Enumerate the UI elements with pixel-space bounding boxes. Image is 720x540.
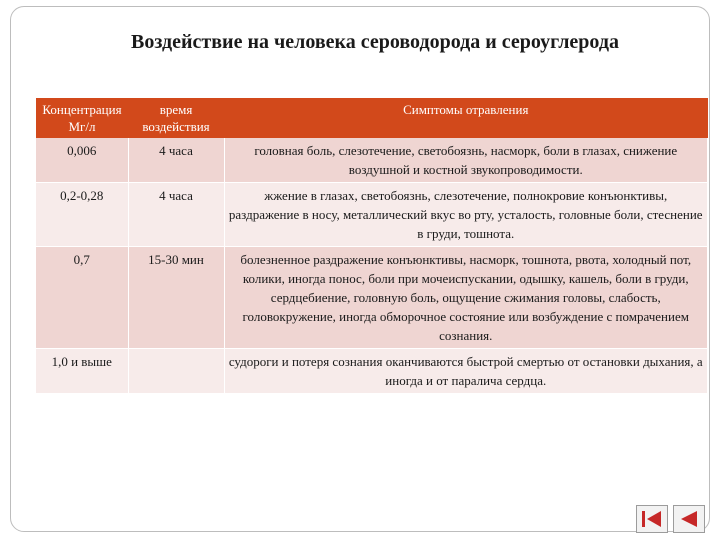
table-row	[36, 138, 708, 183]
cell-symptoms: жжение в глазах, светобоязнь, слезотечение, полнокровие конъюнктивы, раздражение в носу, металлический вкус во рту, усталость, головные боли, стеснение в груди, тошнота.	[224, 183, 708, 247]
first-slide-icon	[637, 506, 667, 532]
cell-concentration: 0,006	[36, 138, 128, 183]
cell-exposure-time: 4 часа	[128, 183, 224, 247]
table-row	[36, 247, 708, 349]
slide-title: Воздействие на человека сероводорода и сероуглерода	[131, 31, 619, 53]
first-slide-button[interactable]	[636, 505, 668, 533]
cell-exposure-time: 4 часа	[128, 138, 224, 183]
cell-exposure-time	[128, 349, 224, 394]
table-header-row	[36, 98, 708, 138]
cell-symptoms: судороги и потеря сознания оканчиваются быстрой смертью от остановки дыхания, а иногда и от паралича сердца.	[224, 349, 708, 394]
cell-concentration: 0,2-0,28	[36, 183, 128, 247]
poisoning-table	[36, 98, 708, 394]
table-row	[36, 183, 708, 247]
cell-concentration: 1,0 и выше	[36, 349, 128, 394]
header-concentration: Концентрация Мг/л	[36, 98, 128, 138]
back-icon	[674, 506, 704, 532]
back-button[interactable]	[673, 505, 705, 533]
header-exposure-time: время воздействия	[128, 98, 224, 138]
cell-concentration: 0,7	[36, 247, 128, 349]
cell-symptoms: болезненное раздражение конъюнктивы, насморк, тошнота, рвота, холодный пот, колики, иногда понос, боли при мочеиспускании, одышку, кашель, боли в груди, сердцебиение, головную боль, ощущение сжимания головы, слабость, головокружение, иногда обморочное состояние или возбуждение с помрачением сознания.	[224, 247, 708, 349]
table-row	[36, 349, 708, 394]
header-symptoms: Симптомы отравления	[224, 98, 708, 138]
cell-symptoms: головная боль, слезотечение, светобоязнь, насморк, боли в глазах, снижение воздушной и костной звукопроводимости.	[224, 138, 708, 183]
cell-exposure-time: 15-30 мин	[128, 247, 224, 349]
